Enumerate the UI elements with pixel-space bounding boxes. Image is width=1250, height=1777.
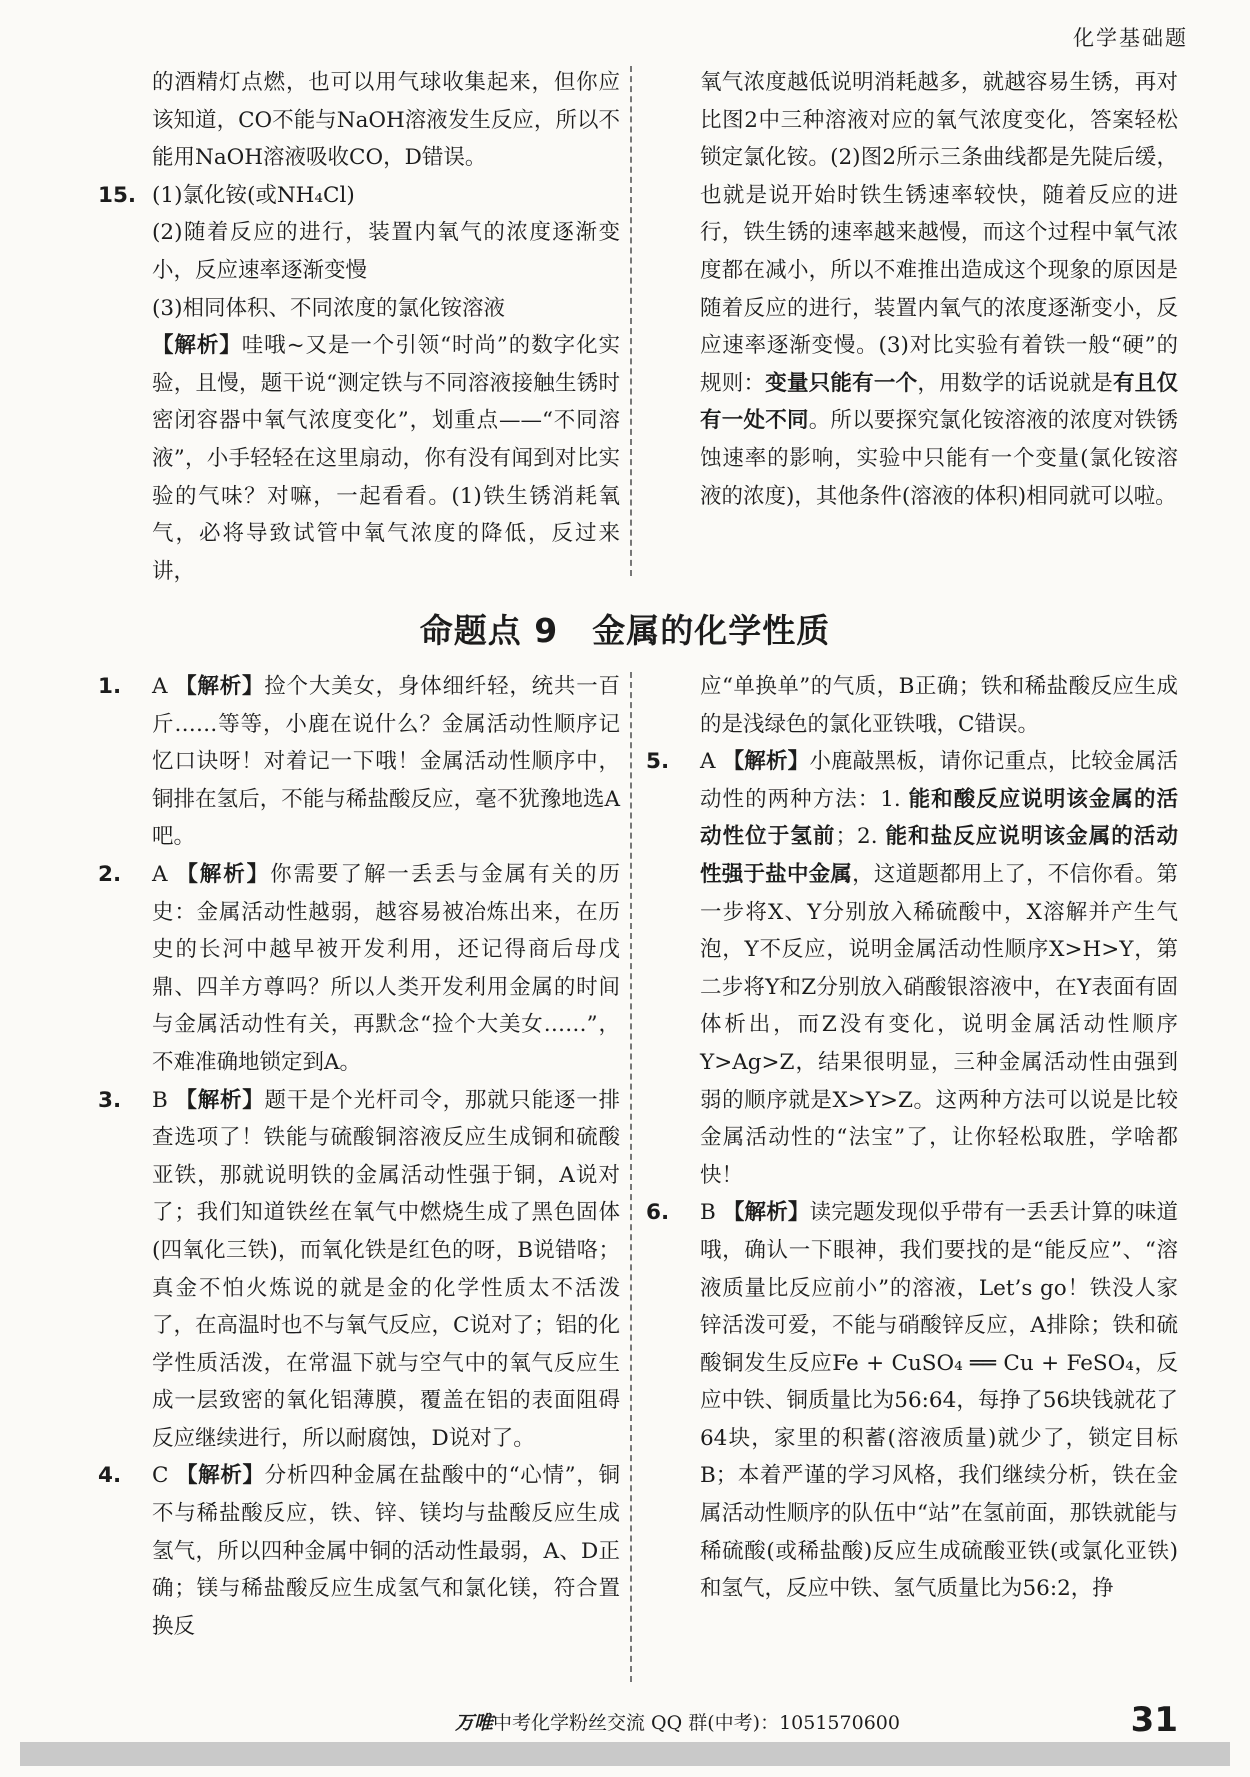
column-divider [630, 66, 632, 576]
analysis-text: 读完题发现似乎带有一丢丢计算的味道哦，确认一下眼神，我们要找的是“能反应”、“溶液质量比反应前小”的溶液，Let’s go！铁没人家锌活泼可爱，不能与硝酸锌反应，A排除；铁和硫酸铜发生反应Fe + CuSO₄ ══ Cu + FeSO₄，反应中铁、铜质量比为56:64，每挣了56块钱就花了64块，家里的积蓄(溶液质量)就少了，锁定目标B；本着严谨的学习风格，我们继续分析，铁在金属活动性顺序的队伍中“站”在氢前面，那铁就能与稀硫酸(或稀盐酸)反应生成硫酸亚铁(或氯化亚铁)和氢气，反应中铁、氢气质量比为56:2，挣 [700, 1200, 1178, 1602]
paragraph: 的酒精灯点燃，也可以用气球收集起来，但你应该知道，CO不能与NaOH溶液发生反应，所以不能用NaOH溶液吸收CO，D错误。 [152, 70, 620, 171]
text: 。所以要探究氯化铵溶液的浓度对铁锈蚀速率的影响，实验中只能有一个变量(氯化铵溶液的浓度)，其他条件(溶液的体积)相同就可以啦。 [700, 408, 1178, 509]
question-number: 6. [646, 1200, 670, 1226]
answer-choice: C [152, 1463, 169, 1489]
analysis-text: ，这道题都用上了，不信你看。第一步将X、Y分别放入稀硫酸中，X溶解并产生气泡，Y不反应，说明金属活动性顺序X>H>Y，第二步将Y和Z分别放入硝酸银溶液中，在Y表面有固体析出，而Z没有变化，说明金属活动性顺序Y>Ag>Z，结果很明显，三种金属活动性由强到弱的顺序就是X>Y>Z。这两种方法可以说是比较金属活动性的“法宝”了，让你轻松取胜，学啥都快！ [700, 861, 1178, 1188]
paragraph: (2)随着反应的进行，装置内氧气的浓度逐渐变小，反应速率逐渐变慢 [152, 220, 620, 283]
question-number: 4. [98, 1463, 122, 1489]
section-title: 命题点 9 金属的化学性质 [419, 611, 831, 650]
header-title: 化学基础题 [1073, 26, 1188, 50]
paragraph [152, 1457, 620, 1645]
analysis-text: 小鹿敲黑板，请你记重点，比较金属活动性的两种方法：1. [700, 749, 1178, 812]
text: ，用数学的话说就是 [917, 370, 1113, 396]
column-divider [630, 672, 632, 1682]
brand-logo: 万唯 [455, 1712, 494, 1734]
answer-5 [646, 743, 1178, 1194]
paragraph: (3)相同体积、不同浓度的氯化铵溶液 [152, 295, 505, 321]
paragraph [700, 743, 1178, 1194]
paragraph [152, 1082, 620, 1458]
answer-2 [98, 856, 620, 1082]
analysis-text: 捡个大美女，身体细纤轻，统共一百斤……等等，小鹿在说什么？金属活动性顺序记忆口诀呀！对着记一下哦！金属活动性顺序中，铜排在氢后，不能与稀盐酸反应，毫不犹豫地选A吧。 [152, 674, 620, 850]
answer-choice: A [152, 674, 168, 699]
answer-6 [646, 1194, 1178, 1608]
answer-text: (1)氯化铵(或NH₄Cl) [152, 182, 355, 208]
paragraph [152, 856, 620, 1082]
text: 氧气浓度越低说明消耗越多，就越容易生锈，再对比图2中三种溶液对应的氧气浓度变化，答案轻松锁定氯化铵。(2)图2所示三条曲线都是先陡后缓，也就是说开始时铁生锈速率较快，随着反应的进行，铁生锈的速率越来越慢，而这个过程中氧气浓度都在减小，所以不难推出造成这个现象的原因是随着反应的进行，装置内氧气的浓度逐渐变小，反应速率逐渐变慢。(3)对比实验有着铁一般“硬”的规则： [700, 70, 1178, 396]
answer-choice: B [700, 1200, 716, 1226]
bottom-bar [20, 1742, 1230, 1766]
bottom-right-column [646, 668, 1178, 1608]
question-number: 2. [98, 861, 122, 887]
answer-1 [98, 668, 620, 856]
bold-text: 能和酸反应说明该金属的活动性位于氢前 [700, 786, 1178, 850]
footer-text [455, 1708, 900, 1735]
analysis-text: 分析四种金属在盐酸中的“心情”，铜不与稀盐酸反应，铁、锌、镁均与盐酸反应生成氢气，所以四种金属中铜的活动性最弱，A、D正确；镁与稀盐酸反应生成氢气和氯化镁，符合置换反 [152, 1463, 620, 1639]
qq-group-text: 中考化学粉丝交流 QQ 群(中考)：1051570600 [493, 1712, 900, 1734]
answer-3 [98, 1082, 620, 1458]
bold-text: 变量只能有一个 [765, 370, 918, 396]
analysis-text: 你需要了解一丢丢与金属有关的历史：金属活动性越弱，越容易被冶炼出来，在历史的长河中越早被开发利用，还记得商后母戊鼎、四羊方尊吗？所以人类开发利用金属的时间与金属活动性有关，再默念“捡个大美女……”，不难准确地锁定到A。 [152, 861, 620, 1075]
paragraph [700, 1194, 1178, 1608]
top-right-column [700, 64, 1178, 515]
question-number: 15. [98, 182, 137, 208]
analysis-label: 【解析】 [176, 861, 271, 887]
question-number: 5. [646, 749, 670, 775]
analysis-text: ；2. [835, 824, 886, 850]
bottom-left-column [98, 668, 620, 1645]
page-number: 31 [1130, 1700, 1178, 1740]
paragraph [700, 64, 1178, 515]
paragraph [152, 668, 620, 856]
answer-15 [98, 177, 620, 215]
analysis-text: 哇哦~又是一个引领“时尚”的数字化实验，且慢，题干说“测定铁与不同溶液接触生锈时密闭容器中氧气浓度变化”，划重点——“不同溶液”，小手轻轻在这里扇动，你有没有闻到对比实验的气味？对嘛，一起看看。(1)铁生锈消耗氧气，必将导致试管中氧气浓度的降低，反过来讲， [152, 333, 620, 584]
paragraph: 应“单换单”的气质，B正确；铁和稀盐酸反应生成的是浅绿色的氯化亚铁哦，C错误。 [700, 674, 1178, 737]
analysis-label: 【解析】 [175, 674, 265, 699]
top-left-column [98, 64, 620, 590]
analysis-label: 【解析】 [175, 1087, 265, 1113]
analysis-text: 题干是个光杆司令，那就只能逐一排查选项了！铁能与硫酸铜溶液反应生成铜和硫酸亚铁，那就说明铁的金属活动性强于铜，A说对了；我们知道铁丝在氧气中燃烧生成了黑色固体(四氧化三铁)，而氧化铁是红色的呀，B说错咯；真金不怕火炼说的就是金的化学性质太不活泼了，在高温时也不与氧气反应，C说对了；铝的化学性质活泼，在常温下就与空气中的氧气反应生成一层致密的氧化铝薄膜，覆盖在铝的表面阻碍反应继续进行，所以耐腐蚀，D说对了。 [152, 1087, 620, 1451]
analysis-label: 【解析】 [175, 1463, 265, 1489]
analysis-label: 【解析】 [722, 1200, 810, 1226]
question-number: 1. [98, 674, 122, 699]
bold-text: 有且仅有一处不同 [700, 370, 1178, 434]
answer-choice: B [152, 1087, 168, 1113]
answer-choice: A [152, 861, 168, 887]
answer-4 [98, 1457, 620, 1645]
answer-choice: A [700, 749, 716, 775]
bold-text: 能和盐反应说明该金属的活动性强于盐中金属 [700, 824, 1178, 887]
analysis-label: 【解析】 [722, 749, 810, 775]
paragraph [152, 327, 620, 590]
analysis-label: 【解析】 [152, 333, 242, 359]
question-number: 3. [98, 1087, 122, 1113]
